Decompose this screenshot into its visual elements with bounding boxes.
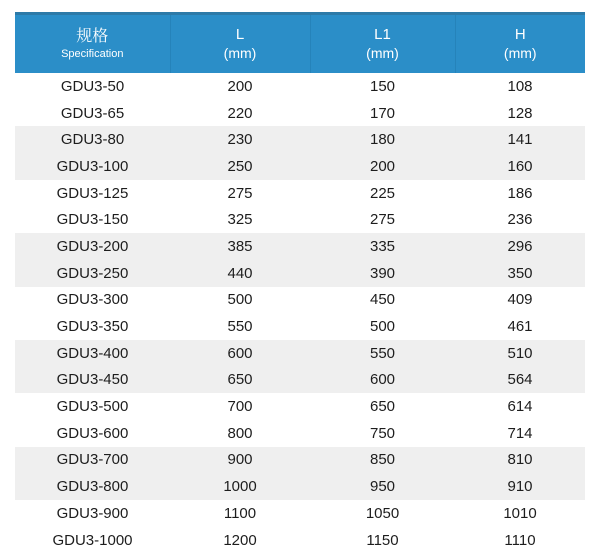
header-spec-en-label: Specification [61,48,124,60]
h-cell: 614 [455,393,585,420]
spec-cell: GDU3-125 [15,180,170,207]
header-spec-zh-label: 规格 [76,28,109,45]
table-row [15,500,585,527]
l1-cell: 550 [310,340,455,367]
l1-cell: 150 [310,73,455,100]
l-cell: 440 [170,260,310,287]
header-cell-h [455,14,585,74]
h-cell: 409 [455,287,585,314]
l1-cell: 850 [310,447,455,474]
spec-cell: GDU3-200 [15,233,170,260]
l-cell: 385 [170,233,310,260]
h-cell: 510 [455,340,585,367]
l-cell: 275 [170,180,310,207]
spec-cell: GDU3-700 [15,447,170,474]
l-cell: 550 [170,313,310,340]
table-row [15,126,585,153]
header-l-label: L [235,26,245,43]
header-l1-label: L1 [374,26,391,43]
spec-cell: GDU3-250 [15,260,170,287]
spec-cell: GDU3-150 [15,206,170,233]
spec-cell: GDU3-800 [15,473,170,500]
h-cell: 564 [455,367,585,394]
header-h-unit: (mm) [503,45,537,61]
table-row [15,447,585,474]
header-h-label: H [514,26,526,43]
h-cell: 236 [455,206,585,233]
spec-cell: GDU3-100 [15,153,170,180]
header-l-unit: (mm) [223,45,257,61]
table-row [15,287,585,314]
table-row [15,393,585,420]
l1-cell: 275 [310,206,455,233]
spec-cell: GDU3-450 [15,367,170,394]
h-cell: 296 [455,233,585,260]
h-cell: 810 [455,447,585,474]
l-cell: 325 [170,206,310,233]
l1-cell: 650 [310,393,455,420]
l1-cell: 600 [310,367,455,394]
l-cell: 1200 [170,527,310,554]
l-cell: 800 [170,420,310,447]
h-cell: 461 [455,313,585,340]
l1-cell: 1150 [310,527,455,554]
l-cell: 650 [170,367,310,394]
spec-cell: GDU3-350 [15,313,170,340]
spec-cell: GDU3-400 [15,340,170,367]
table-row [15,73,585,100]
h-cell: 160 [455,153,585,180]
table-row [15,420,585,447]
l-cell: 700 [170,393,310,420]
l1-cell: 225 [310,180,455,207]
table-row [15,260,585,287]
l-cell: 230 [170,126,310,153]
spec-cell: GDU3-80 [15,126,170,153]
header-l1-unit: (mm) [366,45,399,61]
l1-cell: 750 [310,420,455,447]
l1-cell: 335 [310,233,455,260]
l-cell: 200 [170,73,310,100]
l1-cell: 500 [310,313,455,340]
table-row [15,206,585,233]
l1-cell: 390 [310,260,455,287]
spec-cell: GDU3-500 [15,393,170,420]
table-row [15,233,585,260]
h-cell: 186 [455,180,585,207]
table-row [15,367,585,394]
table-row [15,180,585,207]
h-cell: 714 [455,420,585,447]
table-row [15,100,585,127]
h-cell: 1110 [455,527,585,554]
l1-cell: 200 [310,153,455,180]
spec-cell: GDU3-900 [15,500,170,527]
l-cell: 220 [170,100,310,127]
table-header-row [15,14,585,74]
header-cell-l [170,14,310,74]
table-row [15,340,585,367]
table-row [15,313,585,340]
l1-cell: 180 [310,126,455,153]
h-cell: 141 [455,126,585,153]
l-cell: 600 [170,340,310,367]
table-header [15,14,585,74]
h-cell: 1010 [455,500,585,527]
h-cell: 350 [455,260,585,287]
spec-cell: GDU3-1000 [15,527,170,554]
spec-cell: GDU3-300 [15,287,170,314]
l-cell: 900 [170,447,310,474]
h-cell: 128 [455,100,585,127]
l1-cell: 170 [310,100,455,127]
l-cell: 500 [170,287,310,314]
spec-cell: GDU3-65 [15,100,170,127]
spec-cell: GDU3-50 [15,73,170,100]
table-body [15,73,585,553]
table-row [15,153,585,180]
l1-cell: 450 [310,287,455,314]
header-cell-l1 [310,14,455,74]
header-cell-specification [15,14,170,74]
l-cell: 250 [170,153,310,180]
table-row [15,527,585,554]
h-cell: 108 [455,73,585,100]
table-row [15,473,585,500]
specification-table [15,12,585,553]
spec-cell: GDU3-600 [15,420,170,447]
l1-cell: 950 [310,473,455,500]
h-cell: 910 [455,473,585,500]
l-cell: 1000 [170,473,310,500]
l-cell: 1100 [170,500,310,527]
l1-cell: 1050 [310,500,455,527]
